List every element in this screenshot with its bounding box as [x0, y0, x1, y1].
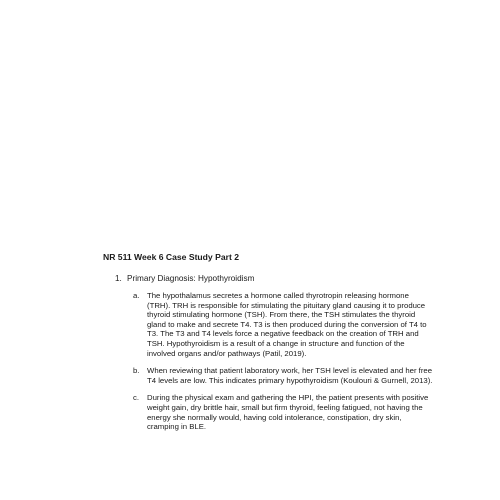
list-item-a	[133, 291, 433, 358]
list-item-letter: b.	[133, 366, 140, 376]
list-item-text: When reviewing that patient laboratory work, her TSH level is elevated and her free T4 levels are low. This indicates primary hypothyroidism (Koulouri & Gurnell, 2013).	[147, 366, 433, 385]
list-item-text: The hypothalamus secretes a hormone called thyrotropin releasing hormone (TRH). TRH is responsible for stimulating the pituitary gland causing it to produce thyroid stimulating hormone (TSH). From there, the TSH stimulates the thyroid gland to make and secrete T4. T3 is then produced during the conversion of T4 to T3. The T3 and T4 levels force a negative feedback on the creation of TRH and TSH. Hypothyroidism is a result of a change in structure and function of the involved organs and/or pathways (Patil, 2019).	[147, 291, 427, 358]
list-item-text: During the physical exam and gathering the HPI, the patient presents with positive weight gain, dry brittle hair, small but firm thyroid, feeling fatigued, not having the energy she normally would, having cold intolerance, constipation, dry skin, cramping in BLE.	[147, 393, 429, 432]
list-item-b	[133, 366, 433, 385]
primary-diagnosis-text: Primary Diagnosis: Hypothyroidism	[127, 274, 255, 283]
list-item-letter: c.	[133, 393, 140, 403]
sub-list	[133, 291, 433, 440]
list-item-letter: a.	[133, 291, 140, 300]
list-item-c	[133, 393, 433, 431]
list-number: 1.	[115, 274, 122, 283]
primary-diagnosis-item	[115, 274, 254, 284]
document-title: NR 511 Week 6 Case Study Part 2	[103, 252, 239, 262]
